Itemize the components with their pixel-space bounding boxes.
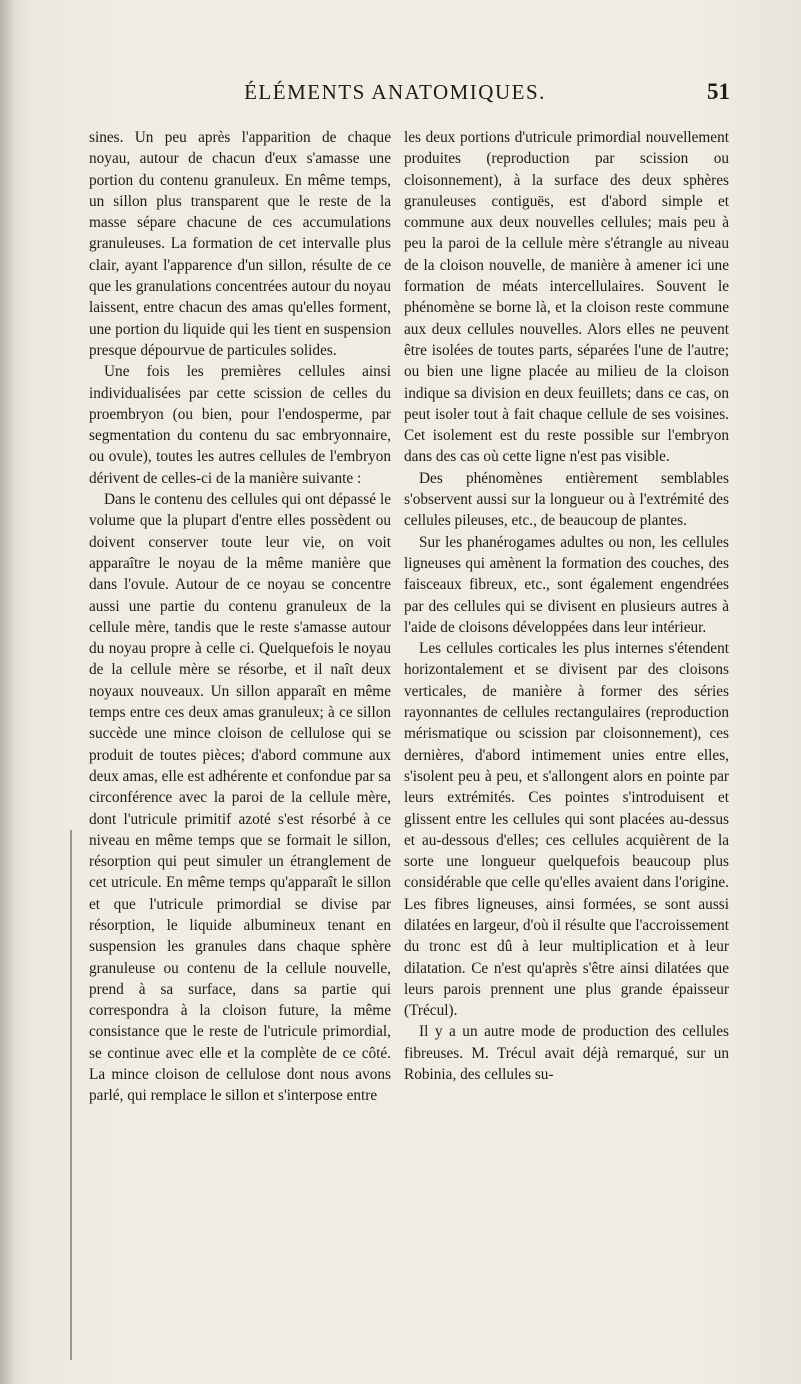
paragraph: sines. Un peu après l'apparition de chaque noyau, autour de chacun d'eux s'amasse une portion du contenu granuleux. En même temps, un sillon plus transparent que le reste de la masse sépare chacune de ces accumulations granuleuses. La formation de cet intervalle plus clair, ayant l'apparence d'un sillon, résulte de ce que les granulations concentrées autour du noyau laissent, entre chacun des amas qu'elles forment, une portion du liquide qui les tient en suspension presque dépourvue de particules solides. [89,129,391,359]
gutter-shadow [0,0,14,1384]
paragraph: Des phénomènes entièrement semblables s'observent aussi sur la longueur ou à l'extrémité des cellules pileuses, etc., de beaucoup de plantes. [404,469,729,530]
paragraph: Une fois les premières cellules ainsi individualisées par cette scission de celles du proembryon (ou bien, pour l'endosperme, par segmentation du contenu du sac embryonnaire, ou ovule), toutes les autres cellules de l'embryon dérivent de celles-ci de la manière suivante : [89,363,391,487]
paragraph: les deux portions d'utricule primordial nouvellement produites (reproduction par scission ou cloisonnement), à la surface des deux sphères granuleuses contiguës, est d'abord simple et commune aux deux nouvelles cellules; mais peu à peu la paroi de la cellule mère s'étrangle au niveau de la cloison nouvelle, de manière à amener ici une formation de méats intercellulaires. Souvent le phénomène se borne là, et la cloison reste commune aux deux cellules nouvelles. Alors elles ne peuvent être isolées de toutes parts, séparées l'une de l'autre; ou bien une ligne placée au milieu de la cloison indique sa division en deux feuillets; dans ce cas, on peut isoler tout à fait chaque cellule de ses voisines. Cet isolement est du reste possible sur l'embryon dans des cas où cette ligne n'est pas visible. [404,129,729,466]
margin-marks [70,830,80,1360]
left-column [89,127,391,1107]
page-number: 51 [707,79,730,104]
running-header: ÉLÉMENTS ANATOMIQUES. [244,80,546,104]
paragraph: Les cellules corticales les plus internes s'étendent horizontalement et se divisent par des cloisons verticales, de manière à former des séries rayonnantes de cellules rectangulaires (reproduction mérismatique ou scission par cloisonnement), ces dernières, d'abord intimement unies entre elles, s'isolent peu à peu, et s'allongent alors en pointe par leurs extrémités. Ces pointes s'introduisent et glissent entre les cellules qui sont placées au-dessus et au-dessous d'elles; ces cellules acquièrent de la sorte une longueur quelquefois beaucoup plus considérable que celle qu'elles avaient dans l'origine. Les fibres ligneuses, ainsi formées, se sont aussi dilatées en largeur, d'où il résulte que l'accroissement du tronc est dû à leur multiplication et à leur dilatation. Ce n'est qu'après s'être ainsi dilatées que leurs parois prennent une plus grande épaisseur (Trécul). [404,640,729,1020]
right-column [404,127,729,1085]
paragraph: Il y a un autre mode de production des cellules fibreuses. M. Trécul avait déjà remarqué, sur un Robinia, des cellules su- [404,1023,729,1084]
paragraph: Sur les phanérogames adultes ou non, les cellules ligneuses qui amènent la formation des couches, des faisceaux fibreux, etc., sont également engendrées par des cellules qui se divisent en plusieurs autres à l'aide de cloisons développées dans leur intérieur. [404,533,729,636]
paragraph: Dans le contenu des cellules qui ont dépassé le volume que la plupart d'entre elles possèdent ou doivent conserver toute leur vie, on voit apparaître le noyau de la même manière que dans l'ovule. Autour de ce noyau se concentre aussi une partie du contenu granuleux de la cellule mère, tandis que le reste s'amasse autour du noyau propre à celle ci. Quelquefois le noyau de la cellule mère se résorbe, et il naît deux noyaux nouveaux. Un sillon apparaît en même temps entre ces deux amas granuleux; à ce sillon succède une mince cloison de cellulose qui se produit de toutes pièces; d'abord commune aux deux amas, elle est adhérente et confondue par sa circonférence avec la paroi de la cellule mère, dont l'utricule primitif azoté s'est résorbé à ce niveau en même temps que se formait le sillon, résorption qui peut simuler un étranglement de cet utricule. En même temps qu'apparaît le sillon et que l'utricule primordial se divise par résorption, le liquide albumineux tenant en suspension les granules dans chaque sphère granuleuse ou contenu de la cellule nouvelle, prend à sa surface, dans sa partie qui correspondra à la cloison future, la même consistance que le reste de l'utricule primordial, se continue avec elle et la complète de ce côté. La mince cloison de cellulose dont nous avons parlé, qui remplace le sillon et s'interpose entre [89,491,391,1105]
